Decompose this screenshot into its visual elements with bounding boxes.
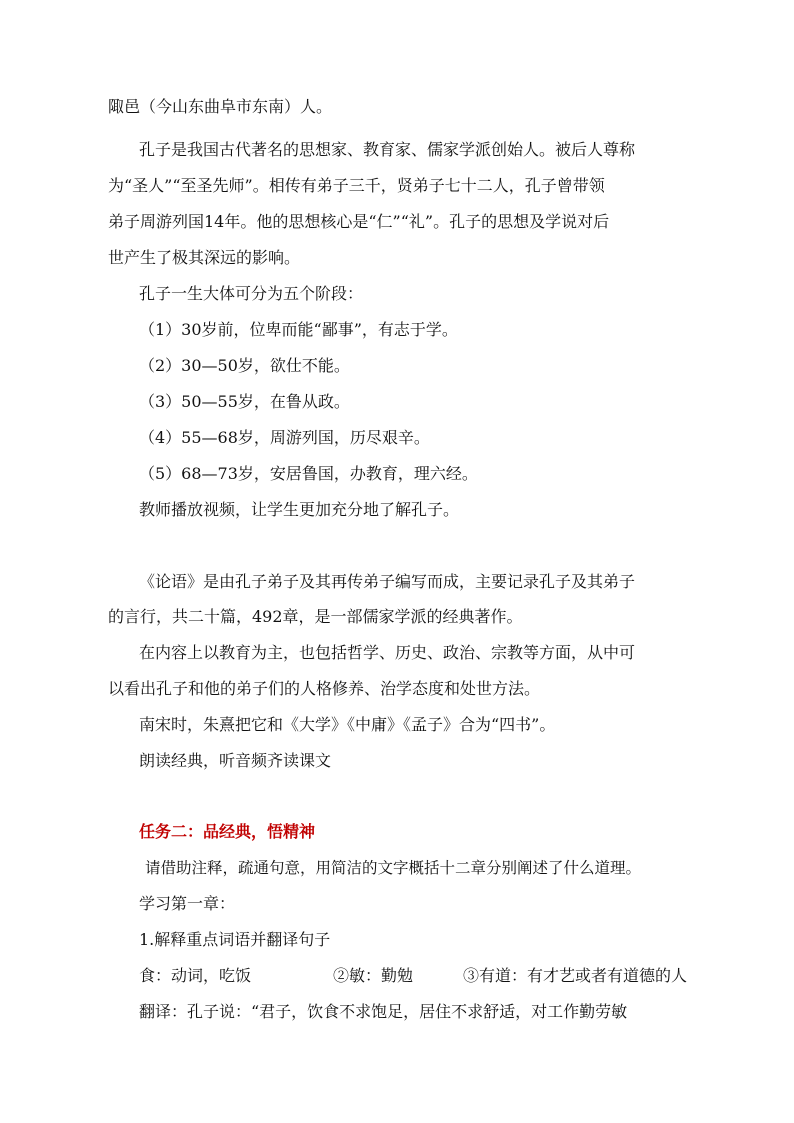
text-line: 陬邑（今山东曲阜市东南）人。 — [108, 97, 333, 116]
term-definition: 食：动词，吃饭 — [139, 966, 252, 985]
paragraph-line: 教师播放视频，让学生更加充分地了解孔子。 — [139, 500, 460, 519]
paragraph-line: 朗读经典，听音频齐读课文 — [139, 751, 332, 770]
stage-item: （3）50—55岁，在鲁从政。 — [139, 392, 350, 411]
paragraph-line: 以看出孔子和他的弟子们的人格修养、治学态度和处世方法。 — [108, 679, 541, 698]
term-definition: ③有道：有才艺或者有道德的人 — [463, 966, 688, 985]
paragraph-line: 世产生了极其深远的影响。 — [108, 248, 301, 267]
stage-item: （2）30—50岁，欲仕不能。 — [139, 356, 350, 375]
translation-line: 翻译：孔子说：“君子，饮食不求饱足，居住不求舒适，对工作勤劳敏 — [139, 1002, 628, 1021]
paragraph-line: 孔子一生大体可分为五个阶段： — [139, 284, 364, 303]
term-definition: ②敏：勤勉 — [333, 966, 414, 985]
paragraph-line: 弟子周游列国14年。他的思想核心是“仁”“礼”。孔子的思想及学说对后 — [108, 212, 610, 231]
paragraph-line: 在内容上以教育为主，也包括哲学、历史、政治、宗教等方面，从中可 — [139, 643, 636, 662]
paragraph-line: 学习第一章： — [139, 894, 236, 913]
paragraph-line: 为“圣人”“至圣先师”。相传有弟子三千，贤弟子七十二人，孔子曾带领 — [108, 176, 605, 195]
task-heading: 任务二：品经典，悟精神 — [139, 822, 316, 841]
paragraph-line: 《论语》是由孔子弟子及其再传弟子编写而成，主要记录孔子及其弟子 — [139, 572, 636, 591]
stage-item: （5）68—73岁，安居鲁国，办教育，理六经。 — [139, 464, 478, 483]
stage-item: （1）30岁前，位卑而能“鄙事”，有志于学。 — [139, 320, 458, 339]
paragraph-line: 请借助注释，疏通句意，用简洁的文字概括十二章分别阐述了什么道理。 — [145, 859, 642, 877]
paragraph-line: 1.解释重点词语并翻译句子 — [139, 930, 331, 949]
paragraph-line: 南宋时，朱熹把它和《大学》《中庸》《孟子》合为“四书”。 — [139, 715, 556, 734]
paragraph-line: 的言行，共二十篇，492章，是一部儒家学派的经典著作。 — [108, 607, 523, 626]
paragraph-line: 孔子是我国古代著名的思想家、教育家、儒家学派创始人。被后人尊称 — [139, 140, 636, 159]
stage-item: （4）55—68岁，周游列国，历尽艰辛。 — [139, 428, 430, 447]
